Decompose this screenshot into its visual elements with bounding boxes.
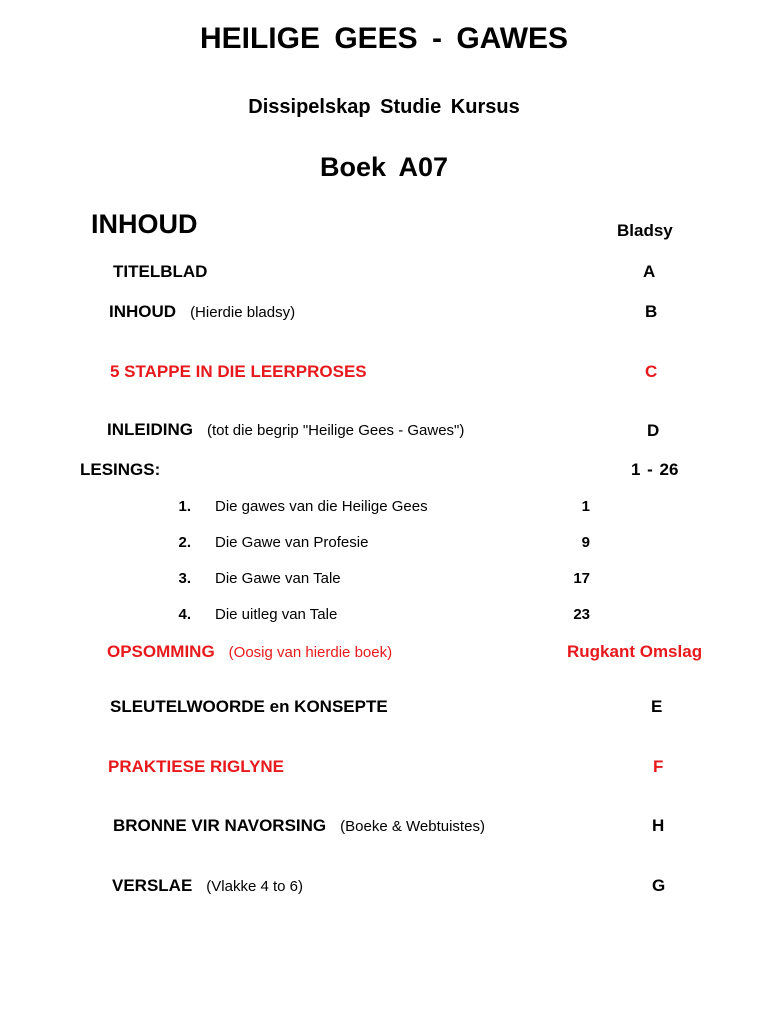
toc-entry-titelblad-label: TITELBLAD xyxy=(113,262,208,281)
lecture-title: Die Gawe van Profesie xyxy=(215,534,369,551)
lecture-title: Die gawes van die Heilige Gees xyxy=(215,498,428,515)
toc-entry-praktiese-label: PRAKTIESE RIGLYNE xyxy=(108,757,285,776)
toc-entry-bronne-label: BRONNE VIR NAVORSING xyxy=(113,816,327,835)
toc-entry-stappe-label: 5 STAPPE IN DIE LEERPROSES xyxy=(110,362,367,381)
lecture-number: 4. xyxy=(178,606,191,623)
document-title: HEILIGE GEES - GAWES xyxy=(199,22,569,55)
toc-entry-opsomming xyxy=(107,642,392,662)
toc-entry-inhoud-page: B xyxy=(645,302,658,321)
book-number: Boek A07 xyxy=(319,152,449,182)
toc-entry-opsomming-note: (Oosig van hierdie boek) xyxy=(228,644,393,661)
toc-entry-lesings-label: LESINGS: xyxy=(80,460,161,479)
toc-entry-inleiding xyxy=(107,420,464,440)
toc-entry-verslae xyxy=(112,876,303,896)
lecture-title: Die uitleg van Tale xyxy=(215,606,338,623)
toc-entry-inhoud-label: INHOUD xyxy=(109,302,177,321)
lecture-title: Die Gawe van Tale xyxy=(215,570,341,587)
toc-entry-praktiese-page: F xyxy=(653,757,664,776)
toc-entry-inhoud-note: (Hierdie bladsy) xyxy=(190,304,296,321)
toc-entry-inleiding-label: INLEIDING xyxy=(107,420,193,439)
toc-entry-inleiding-note: (tot die begrip "Heilige Gees - Gawes") xyxy=(206,422,465,439)
toc-entry-titelblad-page: A xyxy=(643,262,656,281)
toc-entry-sleutelwoorde-page: E xyxy=(651,697,663,716)
lecture-page: 9 xyxy=(581,534,590,551)
lecture-number: 3. xyxy=(178,570,191,587)
toc-entry-sleutelwoorde-label: SLEUTELWOORDE en KONSEPTE xyxy=(110,697,388,716)
lecture-number: 2. xyxy=(178,534,191,551)
toc-entry-lesings-page: 1 - 26 xyxy=(631,460,679,479)
toc-entry-verslae-label: VERSLAE xyxy=(112,876,193,895)
toc-entry-inhoud xyxy=(109,302,295,322)
lecture-number: 1. xyxy=(178,498,191,515)
contents-heading: INHOUD xyxy=(91,209,198,239)
toc-entry-stappe-page: C xyxy=(645,362,658,381)
toc-entry-verslae-page: G xyxy=(652,876,666,895)
toc-entry-opsomming-page: Rugkant Omslag xyxy=(567,642,703,661)
toc-entry-verslae-note: (Vlakke 4 to 6) xyxy=(206,878,304,895)
page-column-heading: Bladsy xyxy=(617,221,673,240)
toc-entry-opsomming-label: OPSOMMING xyxy=(107,642,215,661)
document-subtitle: Dissipelskap Studie Kursus xyxy=(248,96,520,118)
toc-entry-bronne-page: H xyxy=(652,816,665,835)
lecture-page: 23 xyxy=(573,606,590,623)
toc-entry-bronne xyxy=(113,816,485,836)
lecture-page: 17 xyxy=(573,570,590,587)
toc-entry-inleiding-page: D xyxy=(647,421,660,440)
toc-entry-bronne-note: (Boeke & Webtuistes) xyxy=(340,818,485,835)
lecture-page: 1 xyxy=(581,498,590,515)
